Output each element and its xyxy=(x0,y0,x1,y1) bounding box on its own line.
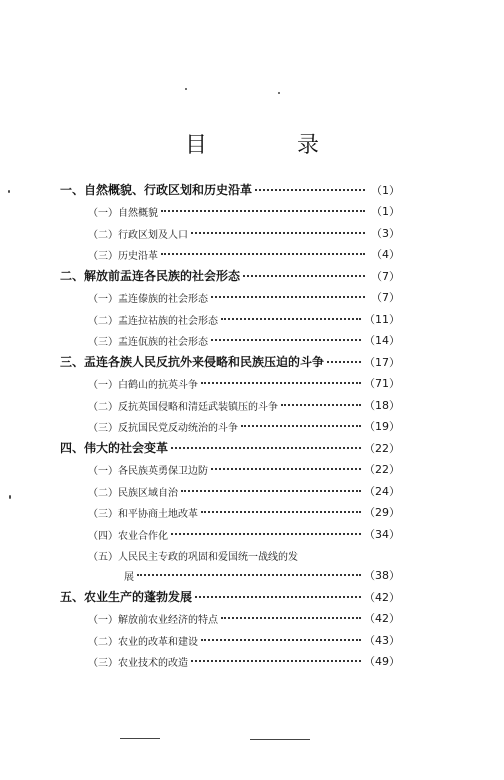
page-number: （22） xyxy=(364,441,400,455)
section-number: （一） xyxy=(88,466,118,477)
chapter-title: 解放前盂连各民族的社会形态 xyxy=(84,268,241,283)
page-number: （4） xyxy=(371,248,400,261)
leader-dots xyxy=(211,296,365,298)
scan-speck xyxy=(250,739,310,740)
section-title: 自然概貌 xyxy=(118,208,158,219)
chapter-number: 一、 xyxy=(60,182,85,197)
page-number: （38） xyxy=(364,569,400,582)
toc-section[interactable] xyxy=(60,284,400,306)
chapter-number: 二、 xyxy=(60,268,85,283)
section-title: 反抗英国侵略和清廷武装镇压的斗争 xyxy=(118,401,278,413)
page-number: （42） xyxy=(364,590,400,604)
scan-speck xyxy=(185,88,187,90)
chapter-number: 五、 xyxy=(60,589,85,604)
page-number: （7） xyxy=(371,269,400,283)
section-number: （三） xyxy=(88,509,118,520)
page-number: （43） xyxy=(364,633,400,647)
section-number: （二） xyxy=(88,487,118,499)
page-number: （29） xyxy=(364,506,400,519)
section-number: （三） xyxy=(88,423,118,434)
leader-dots xyxy=(221,318,361,320)
scan-speck xyxy=(9,495,11,499)
chapter-title: 伟大的社会变革 xyxy=(84,440,169,455)
scan-speck xyxy=(120,738,160,739)
page-number: （3） xyxy=(371,226,400,240)
toc-section[interactable] xyxy=(60,477,400,499)
leader-dots xyxy=(221,617,361,619)
page-number: （18） xyxy=(364,398,400,412)
section-title: 白鹤山的抗英斗争 xyxy=(118,380,198,391)
table-of-contents xyxy=(60,176,400,669)
leader-dots xyxy=(201,639,361,641)
leader-dots xyxy=(211,468,361,470)
toc-chapter[interactable] xyxy=(60,583,400,605)
section-title: 各民族英勇保卫边防 xyxy=(118,466,208,477)
leader-dots xyxy=(201,511,361,513)
toc-section[interactable] xyxy=(60,327,400,349)
toc-chapter[interactable] xyxy=(60,348,400,370)
section-title: 盂连傣族的社会形态 xyxy=(118,294,208,305)
toc-section[interactable] xyxy=(60,241,400,263)
section-title: 反抗国民党反动统治的斗争 xyxy=(118,423,238,434)
leader-dots xyxy=(171,447,361,449)
toc-chapter[interactable] xyxy=(60,434,400,456)
toc-section[interactable] xyxy=(60,198,400,220)
leader-dots xyxy=(161,210,365,212)
section-number: （一） xyxy=(88,208,118,219)
chapter-number: 四、 xyxy=(60,440,85,455)
leader-dots xyxy=(137,574,361,576)
chapter-title: 农业生产的蓬勃发展 xyxy=(84,589,193,604)
page-number: （11） xyxy=(364,312,400,326)
section-number: （一） xyxy=(88,380,118,391)
page-number: （19） xyxy=(364,420,400,433)
toc-section[interactable] xyxy=(60,648,400,670)
page-number: （24） xyxy=(364,484,400,498)
section-number: （四） xyxy=(88,530,118,542)
scan-speck xyxy=(8,190,10,193)
section-number: （三） xyxy=(88,251,118,262)
leader-dots xyxy=(181,490,361,492)
section-title: 盂连佤族的社会形态 xyxy=(118,337,208,348)
page-title: 目 录 xyxy=(184,133,353,158)
section-title: 民族区域自治 xyxy=(118,487,178,499)
toc-section[interactable] xyxy=(60,605,400,627)
toc-section[interactable] xyxy=(60,542,400,584)
section-number: （三） xyxy=(88,337,118,348)
toc-section[interactable] xyxy=(60,305,400,327)
leader-dots xyxy=(241,425,361,427)
section-title: 行政区划及人口 xyxy=(118,229,188,241)
page-number: （49） xyxy=(364,655,400,668)
section-number: （一） xyxy=(88,615,118,626)
page-number: （1） xyxy=(371,183,400,197)
page-number: （7） xyxy=(371,291,400,304)
leader-dots xyxy=(327,361,361,363)
page-number: （42） xyxy=(364,612,400,625)
leader-dots xyxy=(191,232,365,234)
toc-section[interactable] xyxy=(60,391,400,413)
section-number: （三） xyxy=(88,658,118,669)
section-title: 盂连拉祜族的社会形态 xyxy=(118,315,218,327)
section-title: 农业的改革和建设 xyxy=(118,636,198,648)
toc-section[interactable] xyxy=(60,219,400,241)
section-title: 农业技术的改造 xyxy=(118,658,188,669)
page-number: （22） xyxy=(364,463,400,476)
leader-dots xyxy=(211,339,361,341)
chapter-number: 三、 xyxy=(60,354,85,369)
leader-dots xyxy=(255,189,365,191)
leader-dots xyxy=(281,404,361,406)
section-title: 农业合作化 xyxy=(118,530,168,542)
toc-section[interactable] xyxy=(60,626,400,648)
section-number: （一） xyxy=(88,294,118,305)
section-number: （二） xyxy=(88,229,118,241)
page-number: （34） xyxy=(364,527,400,541)
leader-dots xyxy=(201,382,361,384)
toc-chapter[interactable] xyxy=(60,176,400,198)
section-title: 人民民主专政的巩固和爱国统一战线的发 xyxy=(118,552,298,563)
toc-section[interactable] xyxy=(60,413,400,435)
page-number: （71） xyxy=(364,377,400,390)
leader-dots xyxy=(171,533,361,535)
toc-section[interactable] xyxy=(60,370,400,392)
section-title-continuation: 展 xyxy=(124,572,134,583)
section-number: （五） xyxy=(88,552,118,563)
toc-section[interactable] xyxy=(60,456,400,478)
chapter-title: 盂连各族人民反抗外来侵略和民族压迫的斗争 xyxy=(84,354,325,369)
toc-section[interactable] xyxy=(60,499,400,521)
section-title: 解放前农业经济的特点 xyxy=(118,615,218,626)
toc-chapter[interactable] xyxy=(60,262,400,284)
scan-speck xyxy=(278,92,280,94)
section-title: 和平协商土地改革 xyxy=(118,509,198,520)
page-number: （1） xyxy=(371,205,400,218)
leader-dots xyxy=(161,253,365,255)
section-number: （二） xyxy=(88,401,118,413)
leader-dots xyxy=(191,660,361,662)
section-number: （二） xyxy=(88,315,118,327)
section-title: 历史沿革 xyxy=(118,251,158,262)
section-number: （二） xyxy=(88,636,118,648)
leader-dots xyxy=(195,596,361,598)
page-number: （14） xyxy=(364,334,400,347)
chapter-title: 自然概貌、行政区划和历史沿革 xyxy=(84,182,253,197)
page-number: （17） xyxy=(364,355,400,369)
leader-dots xyxy=(243,275,365,277)
toc-section[interactable] xyxy=(60,520,400,542)
